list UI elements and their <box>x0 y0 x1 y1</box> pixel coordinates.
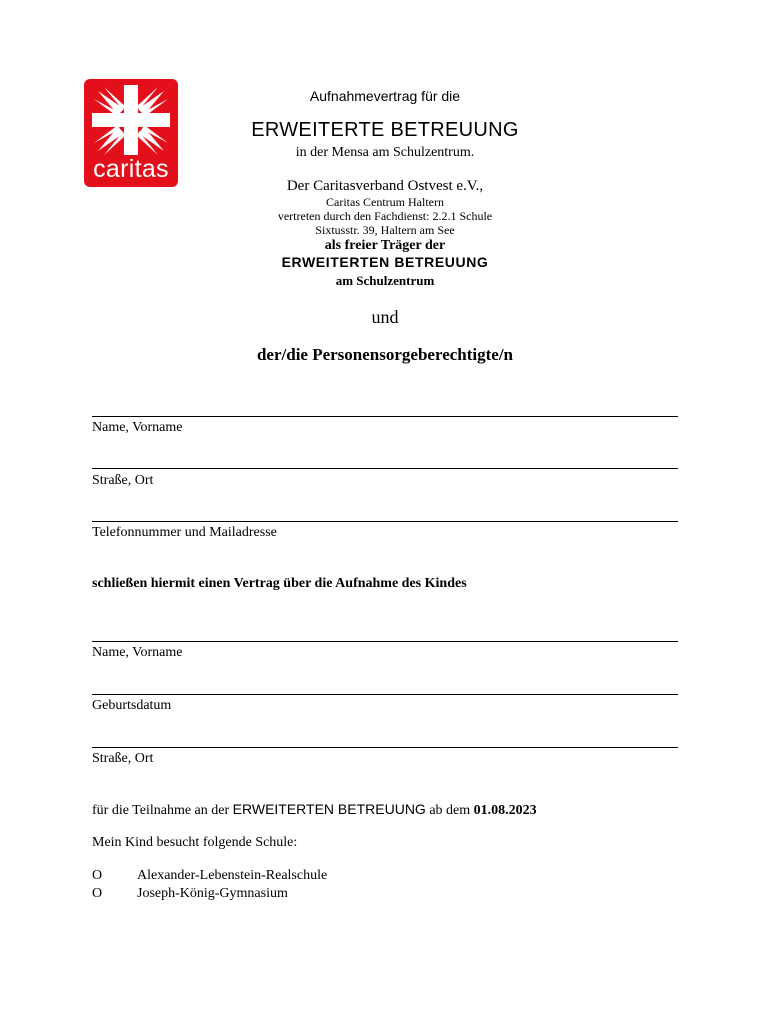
logo-text: caritas <box>93 155 169 183</box>
school-option-realschule[interactable] <box>92 868 102 884</box>
school-option-gymnasium[interactable] <box>92 886 102 902</box>
contract-statement: schließen hiermit einen Vertrag über die Aufnahme des Kindes <box>92 576 467 591</box>
page-title: ERWEITERTE BETREUUNG <box>251 119 519 141</box>
school-checkbox-marker[interactable]: O <box>92 886 103 901</box>
participation-line <box>92 801 537 819</box>
child-name-label: Name, Vorname <box>92 645 183 660</box>
org-name: Der Caritasverband Ostvest e.V., <box>286 178 484 194</box>
role-location: am Schulzentrum <box>335 273 435 288</box>
parties-heading: der/die Personensorgeberechtigte/n <box>256 345 514 364</box>
connector-text: und <box>371 307 399 327</box>
role-line: als freier Träger der <box>324 238 446 253</box>
participation-middle: ab dem <box>429 803 471 818</box>
child-address-label: Straße, Ort <box>92 751 154 766</box>
guardian-address-label: Straße, Ort <box>92 473 154 488</box>
school-checkbox-marker[interactable]: O <box>92 868 103 883</box>
participation-program: ERWEITERTEN BETREUUNG <box>232 801 426 817</box>
guardian-name-line[interactable] <box>92 416 678 417</box>
role-title: ERWEITERTEN BETREUUNG <box>281 254 489 270</box>
school-name-realschule: Alexander-Lebenstein-Realschule <box>137 868 328 883</box>
participation-date: 01.08.2023 <box>473 803 537 818</box>
school-question: Mein Kind besucht folgende Schule: <box>92 835 298 850</box>
org-address: Sixtusstr. 39, Haltern am See <box>315 223 455 237</box>
guardian-name-label: Name, Vorname <box>92 420 183 435</box>
participation-prefix: für die Teilnahme an der <box>92 803 230 818</box>
guardian-address-line[interactable] <box>92 468 678 469</box>
page-subtitle: in der Mensa am Schulzentrum. <box>295 145 475 160</box>
org-center: Caritas Centrum Haltern <box>326 195 444 209</box>
child-address-line[interactable] <box>92 747 678 748</box>
guardian-contact-label: Telefonnummer und Mailadresse <box>92 525 277 540</box>
child-birthdate-label: Geburtsdatum <box>92 698 172 713</box>
child-birthdate-line[interactable] <box>92 694 678 695</box>
guardian-contact-line[interactable] <box>92 521 678 522</box>
school-name-gymnasium: Joseph-König-Gymnasium <box>137 886 288 901</box>
org-representative: vertreten durch den Fachdienst: 2.2.1 Schule <box>277 209 493 223</box>
header-intro: Aufnahmevertrag für die <box>309 88 461 104</box>
child-name-line[interactable] <box>92 641 678 642</box>
